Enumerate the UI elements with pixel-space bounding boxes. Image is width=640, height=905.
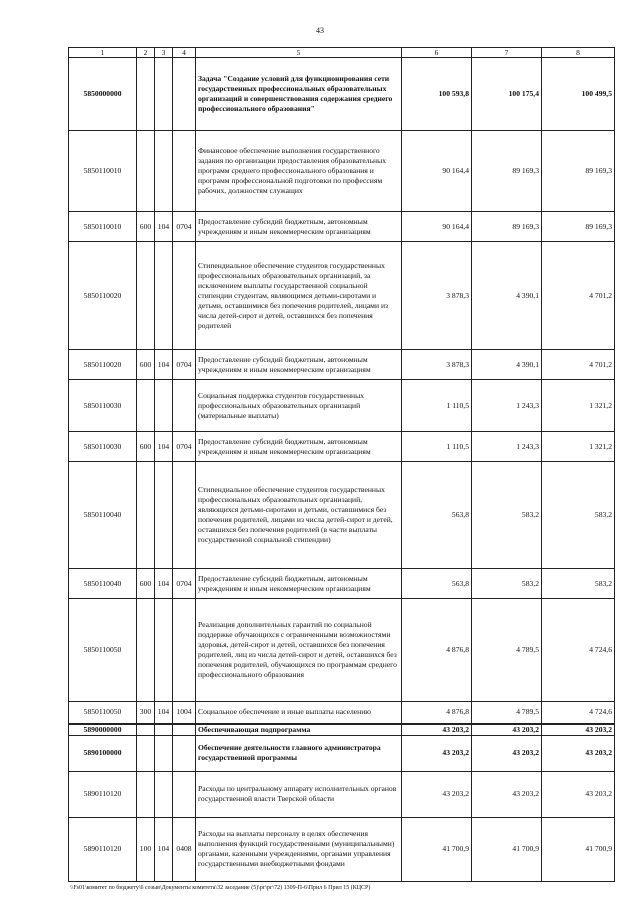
admin-code: 104 [155, 432, 173, 462]
section-code [173, 724, 196, 736]
amount-col7: 1 243,3 [472, 380, 542, 432]
amount-col7: 4 789,5 [472, 599, 542, 702]
item-name: Стипендиальное обеспечение студентов государственных профессиональных образовательных организаций, являющихся детьми-сиротами и детьми, оставшимися без попечения родителей, лицами из числа детей-сирот и детей, оставшихся без попечения родителей (в части выплаты государственной социальной стипендии) [196, 462, 402, 569]
amount-col7: 1 243,3 [472, 432, 542, 462]
budget-code: 5890110120 [69, 817, 137, 881]
expense-type-code [137, 131, 155, 212]
amount-col8: 43 203,2 [542, 771, 615, 817]
amount-col7: 43 203,2 [472, 735, 542, 771]
expense-type-code [137, 380, 155, 432]
amount-col8: 43 203,2 [542, 735, 615, 771]
expense-type-code: 600 [137, 212, 155, 242]
expense-type-code [137, 462, 155, 569]
section-code [173, 58, 196, 131]
amount-col8: 1 321,2 [542, 432, 615, 462]
admin-code [155, 599, 173, 702]
budget-code: 5850110020 [69, 350, 137, 380]
section-code [173, 380, 196, 432]
amount-col6: 90 164,4 [402, 131, 472, 212]
amount-col7: 583,2 [472, 569, 542, 599]
amount-col6: 4 876,8 [402, 599, 472, 702]
column-header: 5 [196, 48, 402, 58]
table-row [69, 432, 615, 462]
section-code: 0704 [173, 569, 196, 599]
budget-code: 5850110040 [69, 569, 137, 599]
amount-col6: 41 700,9 [402, 817, 472, 881]
column-header: 8 [542, 48, 615, 58]
amount-col6: 1 110,5 [402, 432, 472, 462]
expense-type-code: 100 [137, 817, 155, 881]
admin-code [155, 131, 173, 212]
item-name: Обеспечивающая подпрограмма [196, 724, 402, 736]
column-header: 2 [137, 48, 155, 58]
item-name: Финансовое обеспечение выполнения государственного задания по организации предоставления образовательных программ среднего профессионального образования и программ профессиональной подготовки по профессиям рабочих, должностям служащих [196, 131, 402, 212]
amount-col8: 583,2 [542, 462, 615, 569]
expense-type-code [137, 58, 155, 131]
document-footer-path: \\Fs01\комитет по бюджету\6 созыв\Документы комитета\32 заседание (5)\рг\рг\72) 1309-П-6\Прил 6 Прил 15 (КЦСР) [70, 885, 371, 891]
budget-code: 5850110030 [69, 380, 137, 432]
expense-type-code: 300 [137, 702, 155, 724]
amount-col8: 583,2 [542, 569, 615, 599]
amount-col6: 43 203,2 [402, 735, 472, 771]
item-name: Задача "Создание условий для функционирования сети государственных профессиональных образовательных организаций и совершенствования содержания среднего профессионального образования" [196, 58, 402, 131]
section-code: 0704 [173, 350, 196, 380]
amount-col6: 563,8 [402, 569, 472, 599]
section-code: 0704 [173, 212, 196, 242]
amount-col6: 43 203,2 [402, 724, 472, 736]
item-name: Расходы на выплаты персоналу в целях обеспечения выполнения функций государственными (муниципальными) органами, казенными учреждениями, органами управления государственными внебюджетными фондами [196, 817, 402, 881]
column-header: 4 [173, 48, 196, 58]
table-header-row [69, 48, 615, 58]
budget-code: 5850110010 [69, 212, 137, 242]
item-name: Предоставление субсидий бюджетным, автономным учреждениям и иным некоммерческим организациям [196, 212, 402, 242]
budget-code: 5890000000 [69, 724, 137, 736]
table-row [69, 702, 615, 724]
table-row [69, 131, 615, 212]
admin-code [155, 462, 173, 569]
item-name: Стипендиальное обеспечение студентов государственных профессиональных образовательных организаций, за исключением выплаты государственной социальной стипендии студентам, являющимся детьми-сиротами и детьми, оставшимися без попечения родителей, лицами из числа детей-сирот и детей, оставшихся без попечения родителей [196, 242, 402, 350]
column-header: 6 [402, 48, 472, 58]
table-row [69, 735, 615, 771]
amount-col7: 4 789,5 [472, 702, 542, 724]
section-code: 0408 [173, 817, 196, 881]
amount-col8: 89 169,3 [542, 131, 615, 212]
section-code [173, 771, 196, 817]
table-row [69, 212, 615, 242]
budget-code: 5850110050 [69, 599, 137, 702]
expense-type-code: 600 [137, 350, 155, 380]
table-row [69, 599, 615, 702]
budget-code: 5850000000 [69, 58, 137, 131]
budget-code: 5850110010 [69, 131, 137, 212]
table-row [69, 724, 615, 736]
amount-col6: 563,8 [402, 462, 472, 569]
amount-col8: 4 724,6 [542, 702, 615, 724]
amount-col7: 583,2 [472, 462, 542, 569]
table-row [69, 242, 615, 350]
item-name: Предоставление субсидий бюджетным, автономным учреждениям и иным некоммерческим организациям [196, 569, 402, 599]
expense-type-code: 600 [137, 569, 155, 599]
table-row [69, 771, 615, 817]
amount-col6: 3 878,3 [402, 350, 472, 380]
amount-col7: 89 169,3 [472, 131, 542, 212]
item-name: Предоставление субсидий бюджетным, автономным учреждениям и иным некоммерческим организациям [196, 350, 402, 380]
expense-type-code [137, 724, 155, 736]
amount-col7: 100 175,4 [472, 58, 542, 131]
amount-col8: 43 203,2 [542, 724, 615, 736]
amount-col7: 4 390,1 [472, 350, 542, 380]
item-name: Реализация дополнительных гарантий по социальной поддержке обучающихся с ограниченными возможностями здоровья, детей-сирот и детей, оставшихся без попечения родителей, лиц из числа детей-сирот и детей, оставшихся без попечения родителей, обучающихся по программам среднего профессионального образования [196, 599, 402, 702]
admin-code: 104 [155, 569, 173, 599]
admin-code: 104 [155, 212, 173, 242]
amount-col8: 100 499,5 [542, 58, 615, 131]
table-row [69, 350, 615, 380]
page-number: 43 [316, 26, 324, 35]
budget-code: 5850110030 [69, 432, 137, 462]
amount-col8: 4 724,6 [542, 599, 615, 702]
expense-type-code [137, 242, 155, 350]
amount-col8: 4 701,2 [542, 242, 615, 350]
section-code [173, 242, 196, 350]
amount-col6: 90 164,4 [402, 212, 472, 242]
admin-code [155, 242, 173, 350]
amount-col6: 100 593,8 [402, 58, 472, 131]
table-row [69, 817, 615, 881]
amount-col6: 43 203,2 [402, 771, 472, 817]
expense-type-code [137, 735, 155, 771]
section-code [173, 462, 196, 569]
section-code: 1004 [173, 702, 196, 724]
section-code [173, 735, 196, 771]
amount-col7: 4 390,1 [472, 242, 542, 350]
admin-code [155, 724, 173, 736]
item-name: Обеспечение деятельности главного администратора государственной программы [196, 735, 402, 771]
amount-col7: 43 203,2 [472, 771, 542, 817]
amount-col8: 41 700,9 [542, 817, 615, 881]
budget-code: 5890100000 [69, 735, 137, 771]
expense-type-code [137, 771, 155, 817]
budget-code: 5890110120 [69, 771, 137, 817]
admin-code: 104 [155, 702, 173, 724]
amount-col6: 4 876,8 [402, 702, 472, 724]
admin-code [155, 735, 173, 771]
item-name: Социальное обеспечение и иные выплаты населению [196, 702, 402, 724]
expense-type-code [137, 599, 155, 702]
item-name: Предоставление субсидий бюджетным, автономным учреждениям и иным некоммерческим организациям [196, 432, 402, 462]
column-header: 1 [69, 48, 137, 58]
table-row [69, 58, 615, 131]
admin-code: 104 [155, 350, 173, 380]
table-row [69, 462, 615, 569]
item-name: Расходы по центральному аппарату исполнительных органов государственной власти Тверской области [196, 771, 402, 817]
budget-code: 5850110020 [69, 242, 137, 350]
amount-col8: 1 321,2 [542, 380, 615, 432]
admin-code [155, 380, 173, 432]
amount-col7: 43 203,2 [472, 724, 542, 736]
table-row [69, 380, 615, 432]
amount-col8: 89 169,3 [542, 212, 615, 242]
table-row [69, 569, 615, 599]
amount-col7: 89 169,3 [472, 212, 542, 242]
amount-col6: 3 878,3 [402, 242, 472, 350]
section-code [173, 599, 196, 702]
admin-code: 104 [155, 817, 173, 881]
admin-code [155, 58, 173, 131]
section-code [173, 131, 196, 212]
column-header: 3 [155, 48, 173, 58]
budget-code: 5850110050 [69, 702, 137, 724]
budget-code: 5850110040 [69, 462, 137, 569]
amount-col6: 1 110,5 [402, 380, 472, 432]
item-name: Социальная поддержка студентов государственных профессиональных образовательных организаций (материальные выплаты) [196, 380, 402, 432]
amount-col8: 4 701,2 [542, 350, 615, 380]
column-header: 7 [472, 48, 542, 58]
admin-code [155, 771, 173, 817]
section-code: 0704 [173, 432, 196, 462]
expense-type-code: 600 [137, 432, 155, 462]
amount-col7: 41 700,9 [472, 817, 542, 881]
budget-table [68, 47, 615, 882]
